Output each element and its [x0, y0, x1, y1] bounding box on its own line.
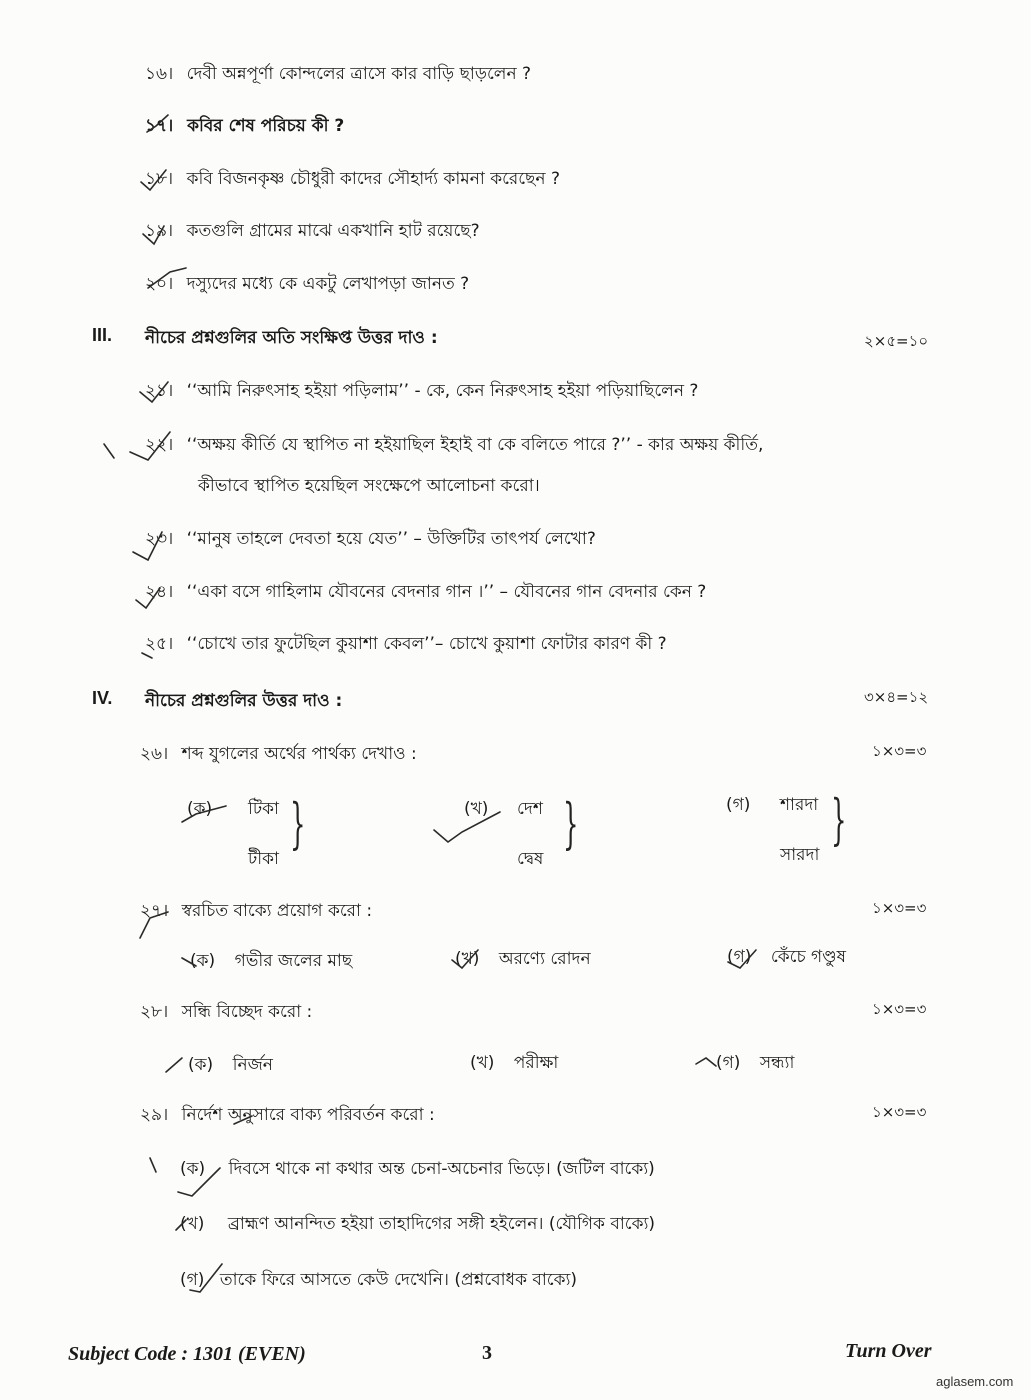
question-26 [140, 742, 417, 766]
question-number: ১৮। [145, 169, 174, 189]
section-3-title: নীচের প্রশ্নগুলির অতি সংক্ষিপ্ত উত্তর দাও : [145, 328, 438, 348]
turn-over: Turn Over [845, 1340, 932, 1362]
question-number: ২১। [145, 381, 174, 401]
subject-code: Subject Code : 1301 (EVEN) [68, 1343, 306, 1365]
question-number: ২০। [145, 274, 174, 294]
question-20 [145, 272, 469, 296]
q26-group-ka-brace: } [290, 792, 306, 855]
q26-group-ga-label: (গ) [726, 795, 751, 815]
option-label: (ক) [188, 1055, 214, 1075]
question-26-marks: ১×৩=৩ [872, 742, 927, 760]
option-text: পরীক্ষা [513, 1053, 559, 1073]
question-24 [145, 580, 706, 604]
question-29-marks: ১×৩=৩ [872, 1103, 927, 1121]
question-23 [145, 527, 596, 551]
q26-group-kha-word1: দেশ [517, 799, 543, 819]
option-text: অরণ্যে রোদন [498, 949, 591, 969]
question-28 [140, 1000, 312, 1024]
option-label: (গ) [727, 947, 752, 967]
question-27-marks: ১×৩=৩ [872, 899, 927, 917]
question-text: কবির শেষ পরিচয় কী ? [187, 116, 345, 136]
question-16 [145, 62, 531, 86]
question-22-continued: কীভাবে স্থাপিত হয়েছিল সংক্ষেপে আলোচনা করো। [198, 476, 540, 496]
question-22 [145, 433, 763, 457]
question-number: ২৪। [145, 582, 174, 602]
q26-group-ga-word1: শারদা [780, 795, 819, 815]
q28-option-ga [716, 1050, 794, 1078]
option-label: (খ) [455, 949, 480, 969]
q29-item-kha [180, 1211, 655, 1239]
question-21 [145, 379, 698, 403]
q26-group-ka-word1: টিকা [248, 799, 279, 819]
question-text: শব্দ যুগলের অর্থের পার্থক্য দেখাও : [181, 744, 417, 764]
item-text: দিবসে থাকে না কথার অন্ত চেনা-অচেনার ভিড়ে। (জটিল বাক্যে) [228, 1159, 655, 1179]
option-text: সন্ধ্যা [759, 1053, 795, 1073]
item-label: (খ) [180, 1214, 205, 1234]
q29-item-ka [180, 1156, 655, 1184]
q27-option-ga [727, 944, 846, 972]
question-number: ২৫। [145, 634, 174, 654]
q26-group-ka-label: (ক) [187, 799, 213, 819]
q29-item-ga [180, 1267, 577, 1295]
q26-group-ga-word2: সারদা [780, 845, 820, 865]
q28-option-ka [188, 1052, 273, 1080]
section-3-label: III. [92, 325, 113, 345]
q26-group-ka-word2: টীকা [248, 849, 279, 869]
question-text: ‘‘একা বসে গাহিলাম যৌবনের বেদনার গান ।’’ – যৌবনের গান বেদনার কেন ? [186, 582, 707, 602]
option-text: নির্জন [232, 1055, 273, 1075]
q26-group-kha-word2: দ্বেষ [517, 849, 544, 869]
section-4-label: IV. [92, 688, 113, 708]
question-number: ২৮। [140, 1002, 169, 1022]
item-label: (ক) [180, 1159, 206, 1179]
option-label: (ক) [190, 951, 216, 971]
question-number: ১৭। [145, 116, 174, 136]
question-text: কতগুলি গ্রামের মাঝে একখানি হাট রয়েছে? [186, 221, 480, 241]
option-text: কেঁচে গণ্ডুষ [770, 947, 846, 967]
option-text: গভীর জলের মাছ [234, 951, 353, 971]
page-number: 3 [482, 1342, 492, 1364]
question-number: ২৩। [145, 529, 174, 549]
question-number: ২৯। [140, 1105, 169, 1125]
option-label: (খ) [470, 1053, 495, 1073]
question-text: ‘‘চোখে তার ফুটেছিল কুয়াশা কেবল’’– চোখে কুয়াশা ফোটার কারণ কী ? [186, 634, 667, 654]
question-text: নির্দেশ অনুসারে বাক্য পরিবর্তন করো : [181, 1105, 435, 1125]
question-text: দেবী অন্নপূর্ণা কোন্দলের ত্রাসে কার বাড়ি ছাড়লেন ? [186, 64, 532, 84]
question-text: কবি বিজনকৃষ্ণ চৌধুরী কাদের সৌহার্দ্য কামনা করেছেন ? [186, 169, 560, 189]
question-number: ২৭। [140, 901, 169, 921]
question-text: ‘‘মানুষ তাহলে দেবতা হয়ে যেত’’ – উক্তিটির তাৎপর্য লেখো? [186, 529, 596, 549]
question-number: ২২। [145, 435, 174, 455]
question-text: সন্ধি বিচ্ছেদ করো : [181, 1002, 313, 1022]
question-28-marks: ১×৩=৩ [872, 1000, 927, 1018]
question-25 [145, 632, 667, 656]
question-18 [145, 167, 560, 191]
question-27 [140, 899, 372, 923]
section-4-title: নীচের প্রশ্নগুলির উত্তর দাও : [145, 691, 343, 711]
q26-group-kha-brace: } [563, 792, 579, 855]
question-17 [145, 114, 344, 138]
question-19 [145, 219, 480, 243]
question-29 [140, 1103, 435, 1127]
section-3-marks: ২×৫=১০ [864, 332, 929, 350]
q27-option-ka [190, 948, 352, 976]
section-4-marks: ৩×৪=১২ [864, 688, 929, 706]
question-number: ১৬। [145, 64, 174, 84]
q26-group-ga-brace: } [831, 788, 847, 851]
watermark: aglasem.com [936, 1374, 1014, 1389]
question-text: ‘‘অক্ষয় কীর্তি যে স্থাপিত না হইয়াছিল ইহাই বা কে বলিতে পারে ?’’ - কার অক্ষয় কীর্তি, [186, 435, 764, 455]
q26-group-kha-label: (খ) [464, 799, 489, 819]
question-text: স্বরচিত বাক্যে প্রয়োগ করো : [181, 901, 373, 921]
q27-option-kha [455, 946, 591, 974]
question-number: ১৯। [145, 221, 174, 241]
q28-option-kha [470, 1050, 558, 1078]
item-text: তাকে ফিরে আসতে কেউ দেখেনি। (প্রশ্নবোধক বাক্যে) [219, 1270, 578, 1290]
option-label: (গ) [716, 1053, 741, 1073]
item-text: ব্রাহ্মণ আনন্দিত হইয়া তাহাদিগের সঙ্গী হইলেন। (যৌগিক বাক্যে) [227, 1214, 656, 1234]
question-number: ২৬। [140, 744, 169, 764]
question-text: দস্যুদের মধ্যে কে একটু লেখাপড়া জানত ? [186, 274, 470, 294]
question-text: ‘‘আমি নিরুৎসাহ হইয়া পড়িলাম’’ - কে, কেন নিরুৎসাহ হইয়া পড়িয়াছিলেন ? [186, 381, 699, 401]
item-label: (গ) [180, 1270, 205, 1290]
